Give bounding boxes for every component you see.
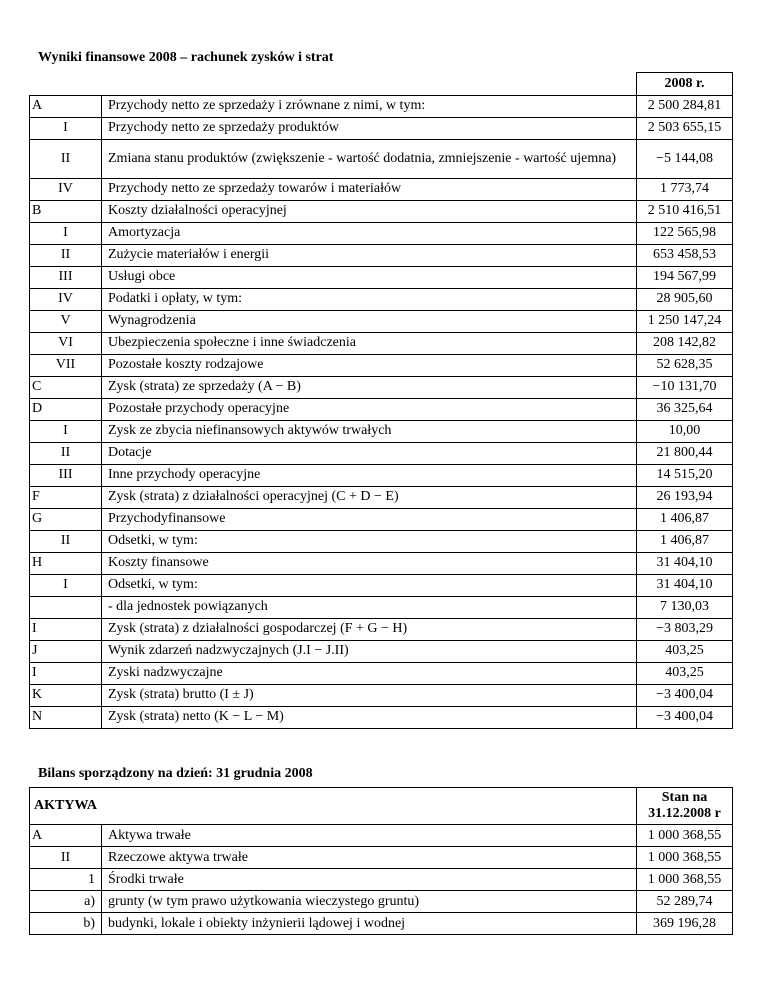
row-code: I — [30, 618, 102, 640]
row-value: 28 905,60 — [637, 288, 733, 310]
table-row — [30, 398, 733, 420]
row-code: II — [30, 847, 102, 869]
assets-header: AKTYWA — [30, 788, 637, 825]
table-row — [30, 244, 733, 266]
income-statement-table — [29, 72, 733, 729]
table-row — [30, 139, 733, 178]
row-label: Odsetki, w tym: — [102, 530, 637, 552]
table-row — [30, 117, 733, 139]
row-code: II — [30, 139, 102, 178]
row-code: III — [30, 464, 102, 486]
row-label: Podatki i opłaty, w tym: — [102, 288, 637, 310]
row-code: II — [30, 244, 102, 266]
year-header: 2008 r. — [637, 73, 733, 96]
row-code: II — [30, 530, 102, 552]
row-label: grunty (w tym prawo użytkowania wieczystego gruntu) — [102, 891, 637, 913]
row-code: J — [30, 640, 102, 662]
table-row — [30, 310, 733, 332]
row-value: 653 458,53 — [637, 244, 733, 266]
table-row — [30, 684, 733, 706]
income-statement-header-row — [30, 73, 733, 96]
table-row — [30, 596, 733, 618]
table-row — [30, 288, 733, 310]
table-row — [30, 706, 733, 728]
row-label: Zysk (strata) netto (K − L − M) — [102, 706, 637, 728]
table-row — [30, 662, 733, 684]
table-row — [30, 825, 733, 847]
row-value: 36 325,64 — [637, 398, 733, 420]
row-label: Środki trwałe — [102, 869, 637, 891]
row-value: −3 400,04 — [637, 706, 733, 728]
row-code: I — [30, 574, 102, 596]
row-value: 1 000 368,55 — [637, 869, 733, 891]
table-row — [30, 178, 733, 200]
row-value: 403,25 — [637, 640, 733, 662]
row-label: Zużycie materiałów i energii — [102, 244, 637, 266]
row-value: 2 500 284,81 — [637, 95, 733, 117]
row-label: Przychody netto ze sprzedaży towarów i materiałów — [102, 178, 637, 200]
row-value: −5 144,08 — [637, 139, 733, 178]
row-value: 14 515,20 — [637, 464, 733, 486]
row-label: Dotacje — [102, 442, 637, 464]
row-code: I — [30, 662, 102, 684]
row-value: 1 406,87 — [637, 530, 733, 552]
row-label: Zysk (strata) z działalności operacyjnej (C + D − E) — [102, 486, 637, 508]
row-value: 21 800,44 — [637, 442, 733, 464]
row-value: −3 400,04 — [637, 684, 733, 706]
table-row — [30, 508, 733, 530]
table-row — [30, 95, 733, 117]
row-label: - dla jednostek powiązanych — [102, 596, 637, 618]
row-value: −10 131,70 — [637, 376, 733, 398]
row-code: A — [30, 825, 102, 847]
table-row — [30, 552, 733, 574]
balance-sheet-header-row — [30, 788, 733, 825]
row-code — [30, 596, 102, 618]
table-row — [30, 486, 733, 508]
row-label: Wynagrodzenia — [102, 310, 637, 332]
table-row — [30, 869, 733, 891]
balance-sheet-title: Bilans sporządzony na dzień: 31 grudnia 2008 — [38, 766, 313, 781]
row-label: Usługi obce — [102, 266, 637, 288]
header-spacer — [30, 73, 637, 96]
row-code: 1 — [30, 869, 102, 891]
row-label: Zysk ze zbycia niefinansowych aktywów trwałych — [102, 420, 637, 442]
row-value: 31 404,10 — [637, 574, 733, 596]
row-label: budynki, lokale i obiekty inżynierii lądowej i wodnej — [102, 913, 637, 935]
table-row — [30, 913, 733, 935]
row-code: K — [30, 684, 102, 706]
row-code: II — [30, 442, 102, 464]
table-row — [30, 891, 733, 913]
row-label: Aktywa trwałe — [102, 825, 637, 847]
row-label: Inne przychody operacyjne — [102, 464, 637, 486]
row-label: Przychodyfinansowe — [102, 508, 637, 530]
row-value: 52 289,74 — [637, 891, 733, 913]
table-row — [30, 420, 733, 442]
table-row — [30, 354, 733, 376]
row-code: B — [30, 200, 102, 222]
row-code: C — [30, 376, 102, 398]
row-value: 10,00 — [637, 420, 733, 442]
row-value: 1 406,87 — [637, 508, 733, 530]
balance-date-header: Stan na 31.12.2008 r — [637, 788, 733, 825]
row-label: Zmiana stanu produktów (zwiększenie - wartość dodatnia, zmniejszenie - wartość ujemna) — [102, 139, 637, 178]
row-label: Koszty działalności operacyjnej — [102, 200, 637, 222]
row-code: a) — [30, 891, 102, 913]
row-value: 403,25 — [637, 662, 733, 684]
row-value: 26 193,94 — [637, 486, 733, 508]
row-label: Pozostałe przychody operacyjne — [102, 398, 637, 420]
row-value: 194 567,99 — [637, 266, 733, 288]
table-row — [30, 266, 733, 288]
row-label: Amortyzacja — [102, 222, 637, 244]
row-label: Odsetki, w tym: — [102, 574, 637, 596]
row-label: Zysk (strata) brutto (I ± J) — [102, 684, 637, 706]
row-label: Przychody netto ze sprzedaży i zrównane z nimi, w tym: — [102, 95, 637, 117]
row-value: 369 196,28 — [637, 913, 733, 935]
row-value: 1 000 368,55 — [637, 847, 733, 869]
row-label: Pozostałe koszty rodzajowe — [102, 354, 637, 376]
table-row — [30, 376, 733, 398]
row-code: D — [30, 398, 102, 420]
row-code: IV — [30, 288, 102, 310]
row-code: VII — [30, 354, 102, 376]
row-label: Zysk (strata) ze sprzedaży (A − B) — [102, 376, 637, 398]
row-value: 122 565,98 — [637, 222, 733, 244]
balance-sheet-table — [29, 787, 733, 935]
table-row — [30, 464, 733, 486]
row-value: 2 510 416,51 — [637, 200, 733, 222]
row-label: Rzeczowe aktywa trwałe — [102, 847, 637, 869]
row-label: Przychody netto ze sprzedaży produktów — [102, 117, 637, 139]
row-code: V — [30, 310, 102, 332]
row-label: Zyski nadzwyczajne — [102, 662, 637, 684]
row-code: I — [30, 117, 102, 139]
row-code: III — [30, 266, 102, 288]
row-value: 2 503 655,15 — [637, 117, 733, 139]
row-code: A — [30, 95, 102, 117]
row-label: Wynik zdarzeń nadzwyczajnych (J.I − J.II) — [102, 640, 637, 662]
row-value: 52 628,35 — [637, 354, 733, 376]
table-row — [30, 222, 733, 244]
row-value: 7 130,03 — [637, 596, 733, 618]
row-code: H — [30, 552, 102, 574]
row-code: N — [30, 706, 102, 728]
row-value: −3 803,29 — [637, 618, 733, 640]
table-row — [30, 442, 733, 464]
row-code: VI — [30, 332, 102, 354]
row-code: I — [30, 222, 102, 244]
row-label: Koszty finansowe — [102, 552, 637, 574]
table-row — [30, 530, 733, 552]
table-row — [30, 618, 733, 640]
row-code: IV — [30, 178, 102, 200]
row-value: 208 142,82 — [637, 332, 733, 354]
table-row — [30, 574, 733, 596]
row-value: 1 000 368,55 — [637, 825, 733, 847]
row-label: Ubezpieczenia społeczne i inne świadczenia — [102, 332, 637, 354]
table-row — [30, 332, 733, 354]
row-code: F — [30, 486, 102, 508]
row-value: 1 250 147,24 — [637, 310, 733, 332]
row-code: b) — [30, 913, 102, 935]
row-code: G — [30, 508, 102, 530]
row-label: Zysk (strata) z działalności gospodarczej (F + G − H) — [102, 618, 637, 640]
row-value: 31 404,10 — [637, 552, 733, 574]
table-row — [30, 200, 733, 222]
row-code: I — [30, 420, 102, 442]
row-value: 1 773,74 — [637, 178, 733, 200]
table-row — [30, 640, 733, 662]
table-row — [30, 847, 733, 869]
income-statement-title: Wyniki finansowe 2008 – rachunek zysków i strat — [38, 50, 334, 65]
